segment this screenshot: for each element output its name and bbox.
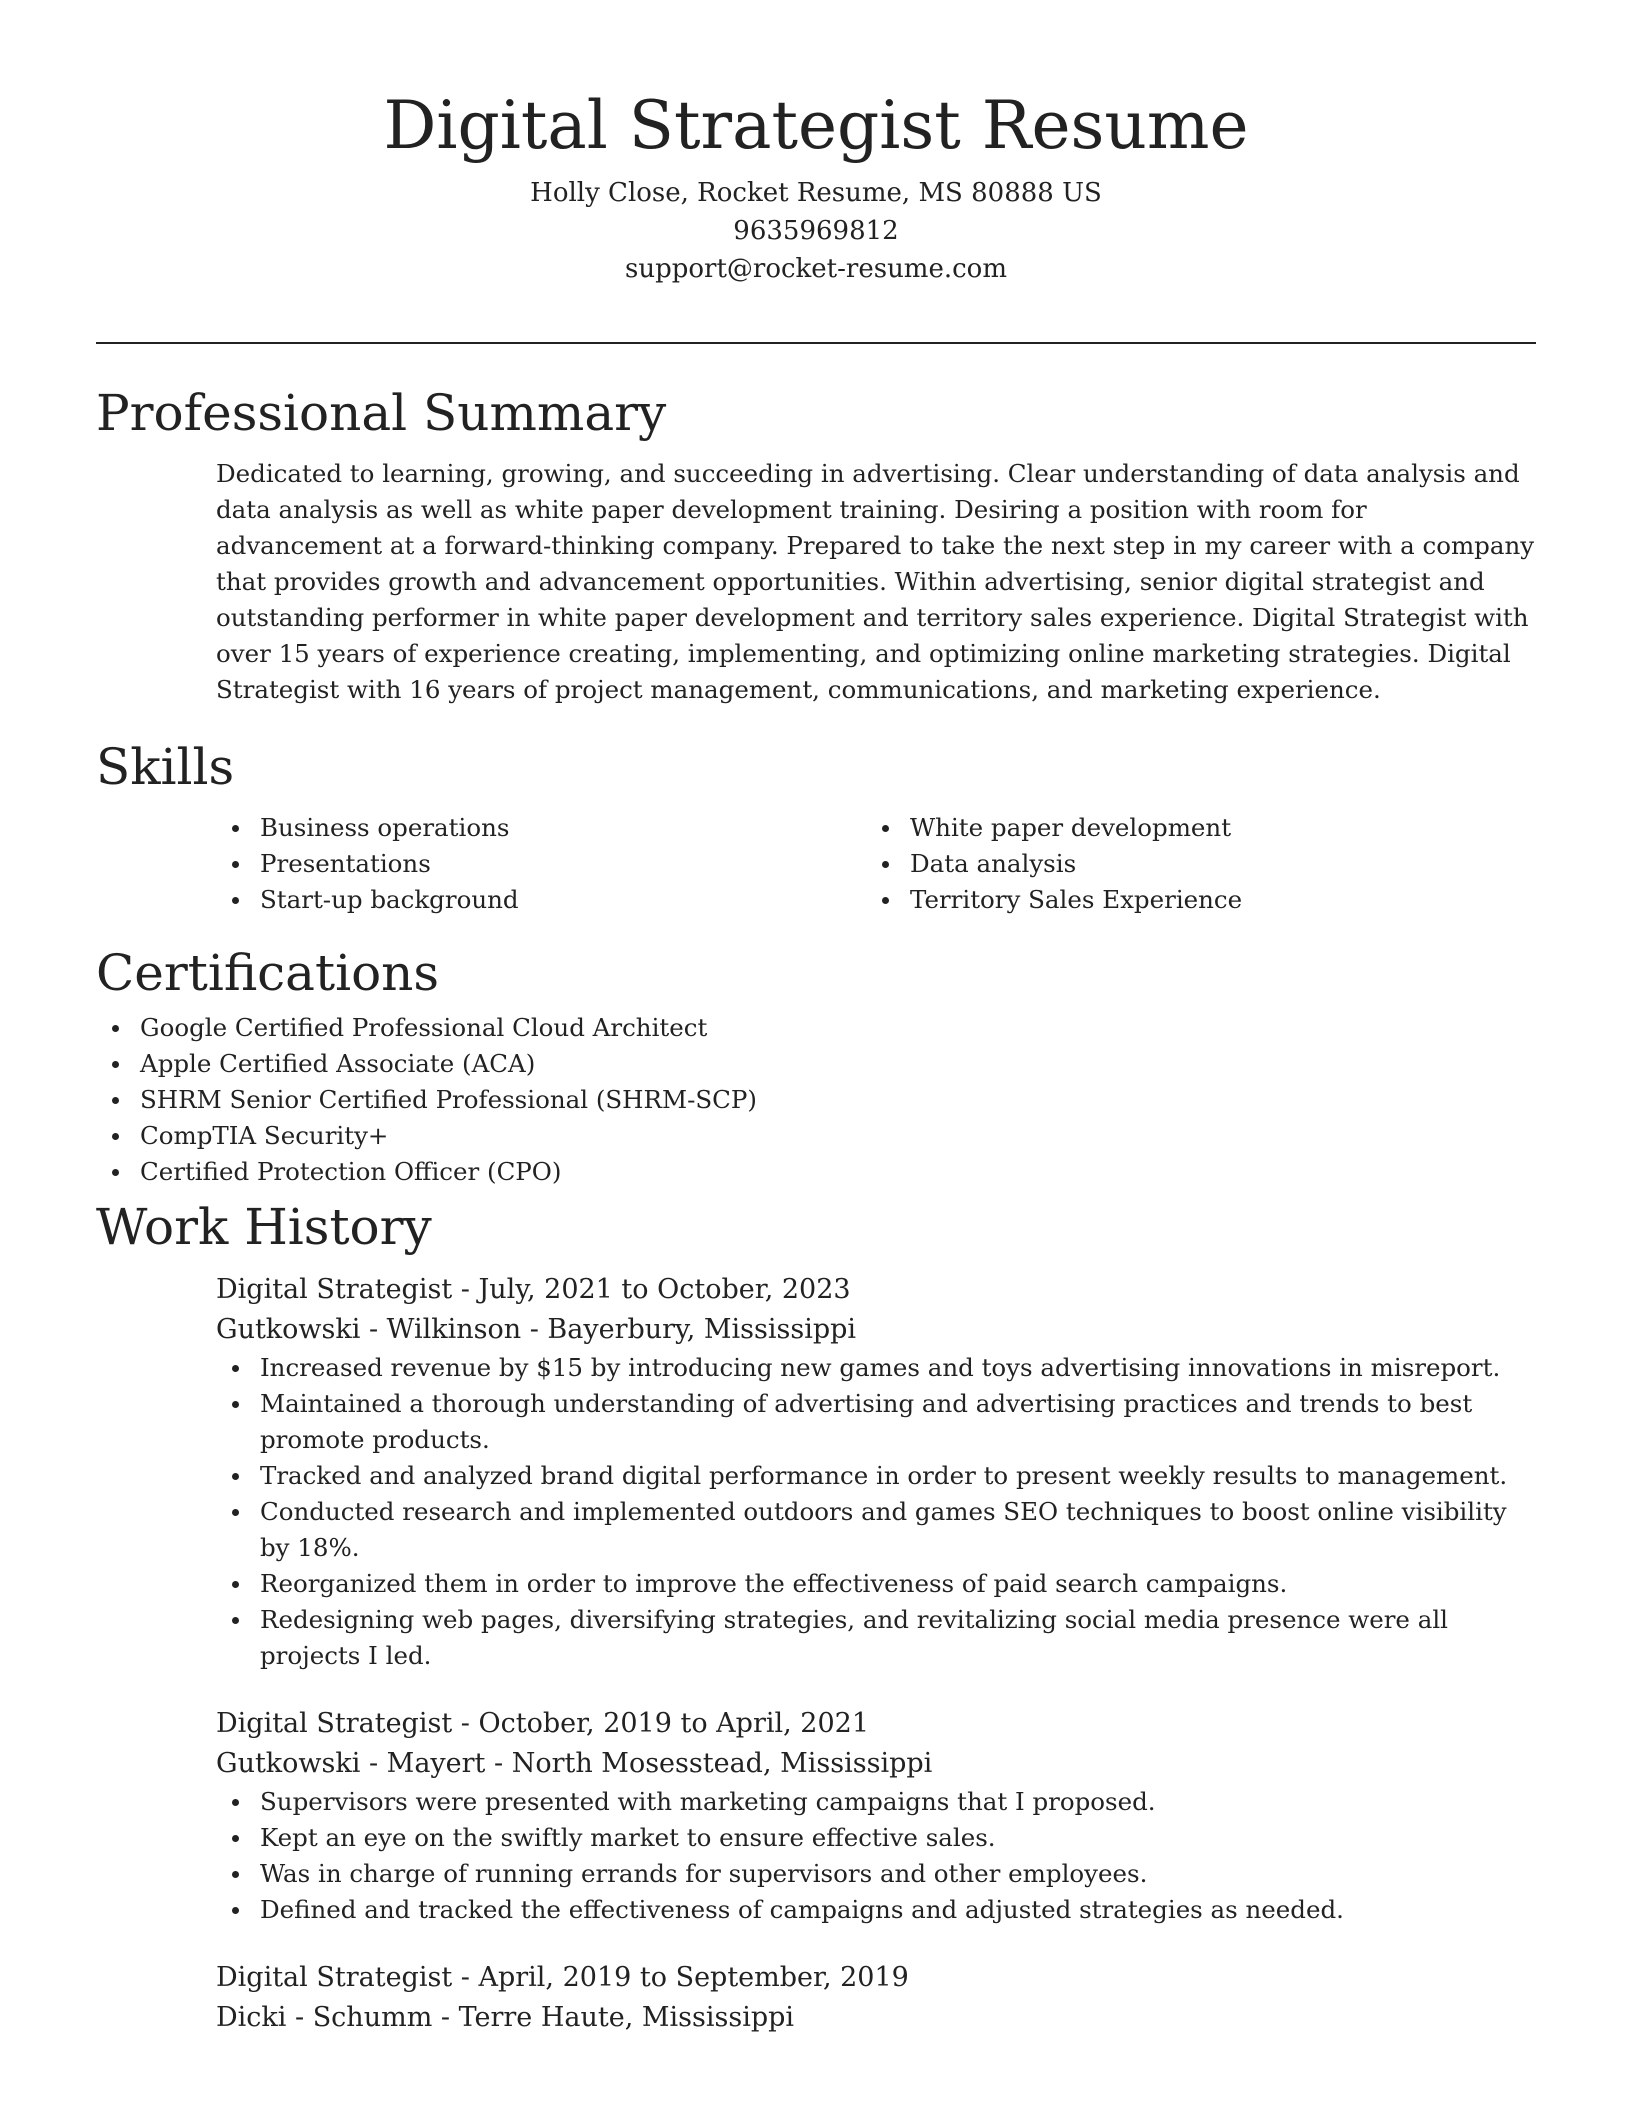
summary-heading: Professional Summary bbox=[96, 384, 667, 442]
resume-title: Digital Strategist Resume bbox=[383, 87, 1249, 164]
job-bullet: Defined and tracked the effectiveness of campaigns and adjusted strategies as needed. bbox=[216, 1892, 1536, 1928]
job-bullets bbox=[216, 1784, 1536, 1928]
certifications-list bbox=[96, 1010, 1536, 1190]
work-history-heading: Work History bbox=[96, 1198, 432, 1256]
certification-item: Certified Protection Officer (CPO) bbox=[96, 1154, 1536, 1190]
summary-section bbox=[96, 376, 1536, 708]
skill-item: White paper development bbox=[866, 810, 1516, 846]
job-bullet: Was in charge of running errands for supervisors and other employees. bbox=[216, 1856, 1536, 1892]
job-bullet: Reorganized them in order to improve the effectiveness of paid search campaigns. bbox=[216, 1566, 1536, 1602]
skill-item: Data analysis bbox=[866, 846, 1516, 882]
job-bullet: Supervisors were presented with marketing campaigns that I proposed. bbox=[216, 1784, 1536, 1820]
skills-list-right bbox=[866, 810, 1516, 918]
job-bullet: Redesigning web pages, diversifying strategies, and revitalizing social media presence were all projects I led. bbox=[216, 1602, 1536, 1674]
job-title-dates: Digital Strategist - October, 2019 to April, 2021 bbox=[216, 1708, 870, 1739]
job-company-location: Dicki - Schumm - Terre Haute, Mississippi bbox=[216, 2002, 795, 2033]
job-bullet: Tracked and analyzed brand digital performance in order to present weekly results to management. bbox=[216, 1458, 1536, 1494]
certification-item: SHRM Senior Certified Professional (SHRM-SCP) bbox=[96, 1082, 1536, 1118]
skills-grid bbox=[216, 810, 1536, 918]
skill-item: Territory Sales Experience bbox=[866, 882, 1516, 918]
skill-item: Presentations bbox=[216, 846, 866, 882]
job-bullet: Kept an eye on the swiftly market to ensure effective sales. bbox=[216, 1820, 1536, 1856]
job-company-location: Gutkowski - Mayert - North Mosesstead, Mississippi bbox=[216, 1748, 933, 1779]
skill-item: Start-up background bbox=[216, 882, 866, 918]
work-history-section bbox=[96, 1190, 1536, 2038]
job-title-dates: Digital Strategist - July, 2021 to October, 2023 bbox=[216, 1274, 851, 1305]
skills-column-left bbox=[216, 810, 866, 918]
job-title-dates: Digital Strategist - April, 2019 to September, 2019 bbox=[216, 1962, 909, 1993]
job-bullet: Conducted research and implemented outdoors and games SEO techniques to boost online visibility by 18%. bbox=[216, 1494, 1536, 1566]
resume-header bbox=[0, 82, 1632, 288]
contact-phone: 9635969812 bbox=[733, 216, 899, 246]
certification-item: CompTIA Security+ bbox=[96, 1118, 1536, 1154]
skills-column-right bbox=[866, 810, 1516, 918]
contact-address: Holly Close, Rocket Resume, MS 80888 US bbox=[530, 178, 1102, 208]
job-entry bbox=[216, 1704, 1536, 1928]
summary-text: Dedicated to learning, growing, and succeeding in advertising. Clear understanding of data analysis and data analysis as well as white paper development training. Desiring a position with room for advancement at a forward-thinking company. Prepared to take the next step in my career with a company that provides growth and advancement opportunities. Within advertising, senior digital strategist and outstanding performer in white paper development and territory sales experience. Digital Strategist with over 15 years of experience creating, implementing, and optimizing online marketing strategies. Digital Strategist with 16 years of project management, communications, and marketing experience. bbox=[216, 459, 1535, 704]
job-entry bbox=[216, 1270, 1536, 1674]
certification-item: Google Certified Professional Cloud Architect bbox=[96, 1010, 1536, 1046]
header-divider bbox=[96, 342, 1536, 344]
job-company-location: Gutkowski - Wilkinson - Bayerbury, Mississippi bbox=[216, 1314, 857, 1345]
job-bullets bbox=[216, 1350, 1536, 1674]
contact-email: support@rocket-resume.com bbox=[624, 254, 1007, 284]
certifications-heading: Certifications bbox=[96, 944, 440, 1002]
jobs-list bbox=[216, 1270, 1536, 2038]
skill-item: Business operations bbox=[216, 810, 866, 846]
job-entry bbox=[216, 1958, 1536, 2038]
skills-list-left bbox=[216, 810, 866, 918]
resume-body bbox=[96, 376, 1536, 2068]
skills-heading: Skills bbox=[96, 738, 235, 796]
job-bullet: Maintained a thorough understanding of advertising and advertising practices and trends to best promote products. bbox=[216, 1386, 1536, 1458]
certifications-section bbox=[96, 936, 1536, 1190]
contact-block bbox=[0, 174, 1632, 288]
job-bullet: Increased revenue by $15 by introducing new games and toys advertising innovations in misreport. bbox=[216, 1350, 1536, 1386]
certification-item: Apple Certified Associate (ACA) bbox=[96, 1046, 1536, 1082]
skills-section bbox=[96, 730, 1536, 918]
